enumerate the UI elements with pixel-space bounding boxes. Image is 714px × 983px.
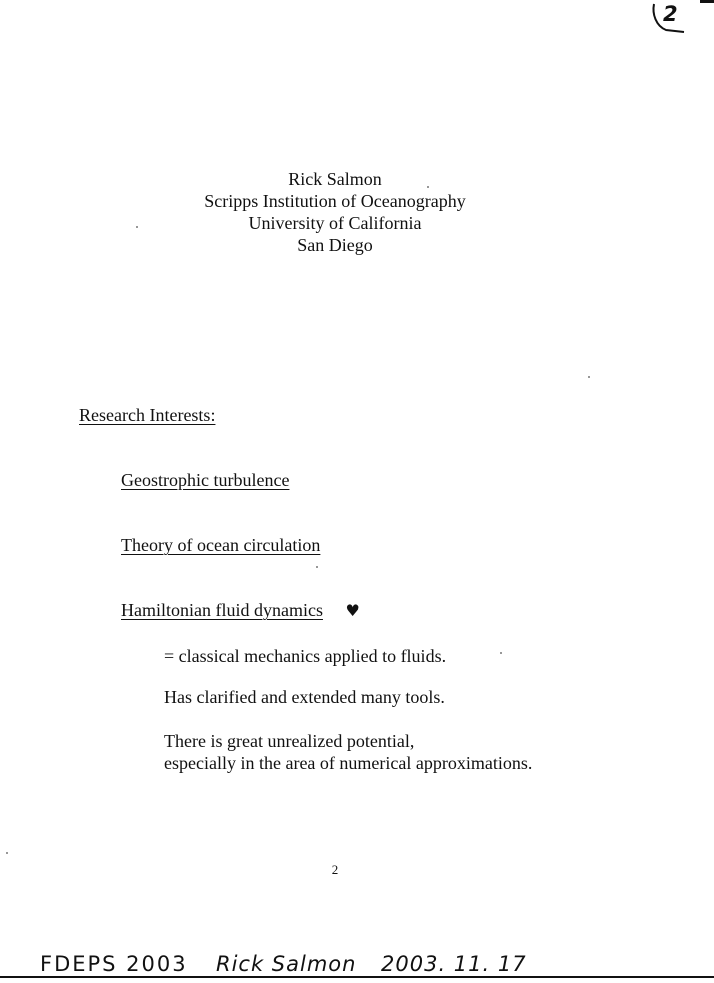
page-marker-number: 2	[663, 2, 678, 26]
topic-geostrophic-turbulence	[121, 470, 289, 491]
detail-potential-line-2: especially in the area of numerical approximations.	[164, 753, 533, 773]
scan-speck	[136, 226, 138, 228]
page-corner-mark	[700, 0, 714, 3]
author-name: Rick Salmon	[288, 169, 382, 189]
footer-rule	[0, 976, 714, 978]
topic-hamiltonian-fluid-dynamics	[121, 600, 360, 621]
research-interests-heading: Research Interests:	[79, 405, 216, 425]
author-institution: Scripps Institution of Oceanography	[204, 191, 466, 211]
heart-icon: ♥	[345, 601, 360, 620]
detail-clarified-tools: Has clarified and extended many tools.	[164, 687, 445, 707]
scan-speck	[500, 652, 502, 654]
scan-speck	[427, 186, 429, 188]
topic-title: Theory of ocean circulation	[121, 535, 321, 555]
handwritten-footer	[0, 950, 714, 983]
topic-ocean-circulation	[121, 535, 320, 556]
scan-speck	[588, 376, 590, 378]
scan-speck	[6, 852, 8, 854]
author-university: University of California	[248, 213, 422, 233]
detail-potential-line-1: There is great unrealized potential,	[164, 731, 415, 751]
page-number: 2	[331, 862, 339, 877]
topic-title: Geostrophic turbulence	[121, 470, 290, 490]
footer-date: 2003. 11. 17	[381, 952, 527, 976]
footer-event: FDEPS 2003	[40, 952, 188, 976]
scan-speck	[316, 566, 318, 568]
author-location: San Diego	[297, 235, 373, 255]
detail-potential	[164, 730, 532, 774]
footer-author: Rick Salmon	[216, 952, 357, 976]
topic-title: Hamiltonian fluid dynamics	[121, 600, 323, 620]
author-header	[0, 168, 670, 256]
handwritten-page-marker	[648, 0, 688, 36]
detail-classical-mechanics: = classical mechanics applied to fluids.	[164, 646, 447, 666]
